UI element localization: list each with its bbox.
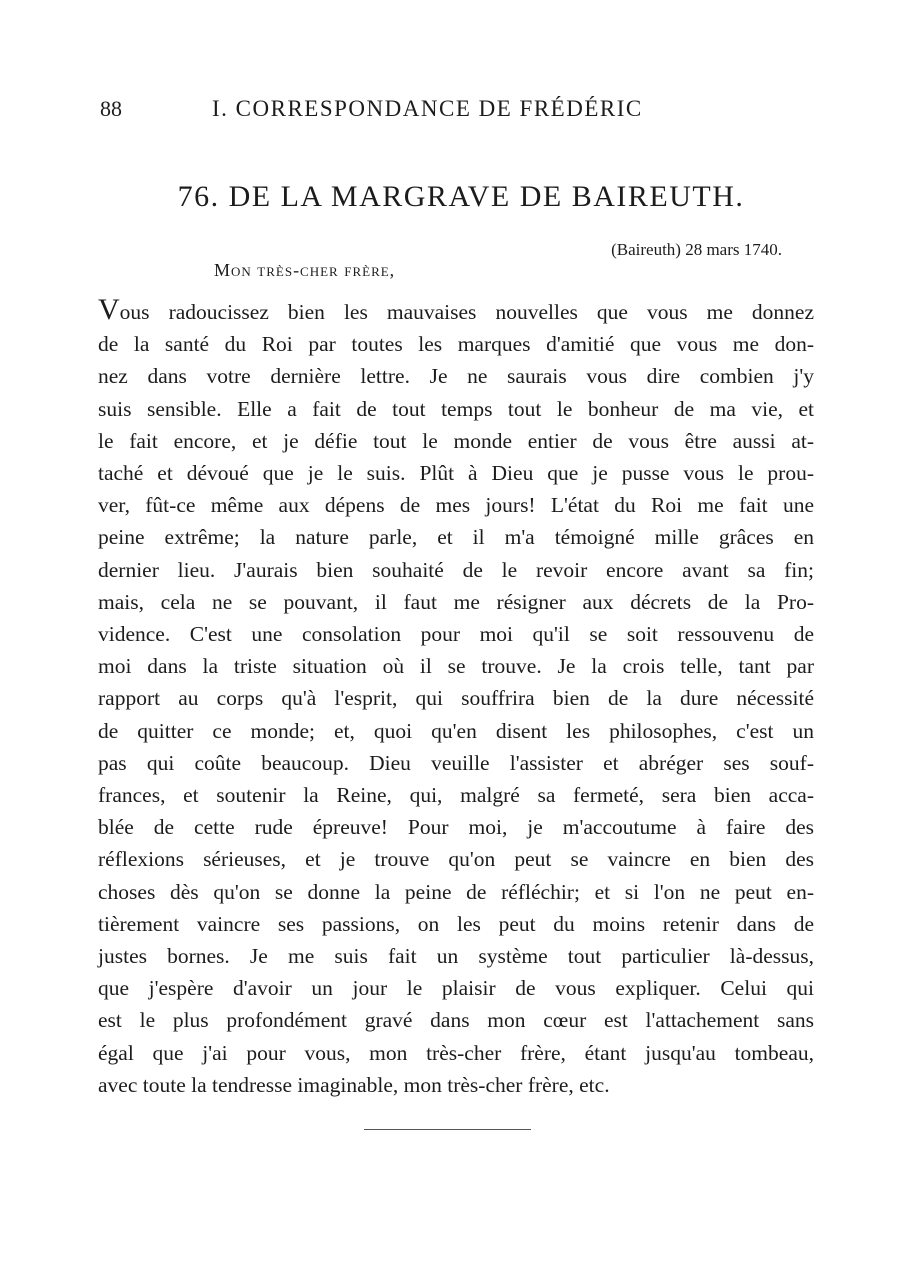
page-number: 88 (100, 96, 122, 121)
letter-heading: 76. DE LA MARGRAVE DE BAIREUTH. (177, 180, 745, 213)
body-line: de la santé du Roi par toutes les marques d'amitié que vous me don- (98, 332, 814, 357)
running-title: I. CORRESPONDANCE DE FRÉDÉRIC (212, 96, 643, 121)
end-rule (364, 1129, 531, 1130)
body-line: égal que j'ai pour vous, mon très-cher frère, étant jusqu'au tombeau, (98, 1040, 814, 1065)
body-line: de quitter ce monde; et, quoi qu'en disent les philosophes, c'est un (98, 718, 814, 743)
body-line: réflexions sérieuses, et je trouve qu'on peut se vaincre en bien des (98, 847, 814, 872)
body-line: vidence. C'est une consolation pour moi qu'il se soit ressouvenu de (98, 622, 814, 647)
body-line: le fait encore, et je défie tout le monde entier de vous être aussi at- (98, 428, 814, 453)
body-line: peine extrême; la nature parle, et il m'a témoigné mille grâces en (98, 525, 814, 550)
body-line: que j'espère d'avoir un jour le plaisir de vous expliquer. Celui qui (98, 976, 814, 1001)
drop-cap: V (98, 293, 120, 326)
body-line: choses dès qu'on se donne la peine de réfléchir; et si l'on ne peut en- (98, 879, 814, 904)
letter-dateline: (Baireuth) 28 mars 1740. (611, 240, 782, 259)
body-line: pas qui coûte beaucoup. Dieu veuille l'assister et abréger ses souf- (98, 750, 814, 775)
running-head (100, 96, 720, 126)
body-line: suis sensible. Elle a fait de tout temps tout le bonheur de ma vie, et (98, 396, 814, 421)
body-line: est le plus profondément gravé dans mon cœur est l'attachement sans (98, 1008, 814, 1033)
body-line: blée de cette rude épreuve! Pour moi, je m'accoutume à faire des (98, 815, 814, 840)
letter-salutation: Mon très-cher frère, (214, 260, 396, 280)
body-line: frances, et soutenir la Reine, qui, malgré sa fermeté, sera bien acca- (98, 783, 814, 808)
body-line: mais, cela ne se pouvant, il faut me résigner aux décrets de la Pro- (98, 589, 814, 614)
body-line: taché et dévoué que je le suis. Plût à Dieu que je pusse vous le prou- (98, 461, 814, 486)
letter-body (98, 293, 814, 1101)
body-line: avec toute la tendresse imaginable, mon très-cher frère, etc. (98, 1072, 610, 1097)
body-line: dernier lieu. J'aurais bien souhaité de le revoir encore avant sa fin; (98, 557, 814, 582)
body-line: justes bornes. Je me suis fait un système tout particulier là-dessus, (98, 944, 814, 969)
body-line-text: ous radoucissez bien les mauvaises nouvelles que vous me donnez (119, 300, 814, 324)
body-line: tièrement vaincre ses passions, on les peut du moins retenir dans de (98, 911, 814, 936)
body-line: moi dans la triste situation où il se trouve. Je la crois telle, tant par (98, 654, 814, 679)
body-line: ver, fût-ce même aux dépens de mes jours! L'état du Roi me fait une (98, 493, 814, 518)
body-line: nez dans votre dernière lettre. Je ne saurais vous dire combien j'y (98, 364, 814, 389)
body-line (98, 293, 814, 328)
body-line: rapport au corps qu'à l'esprit, qui souffrira bien de la dure nécessité (98, 686, 814, 711)
